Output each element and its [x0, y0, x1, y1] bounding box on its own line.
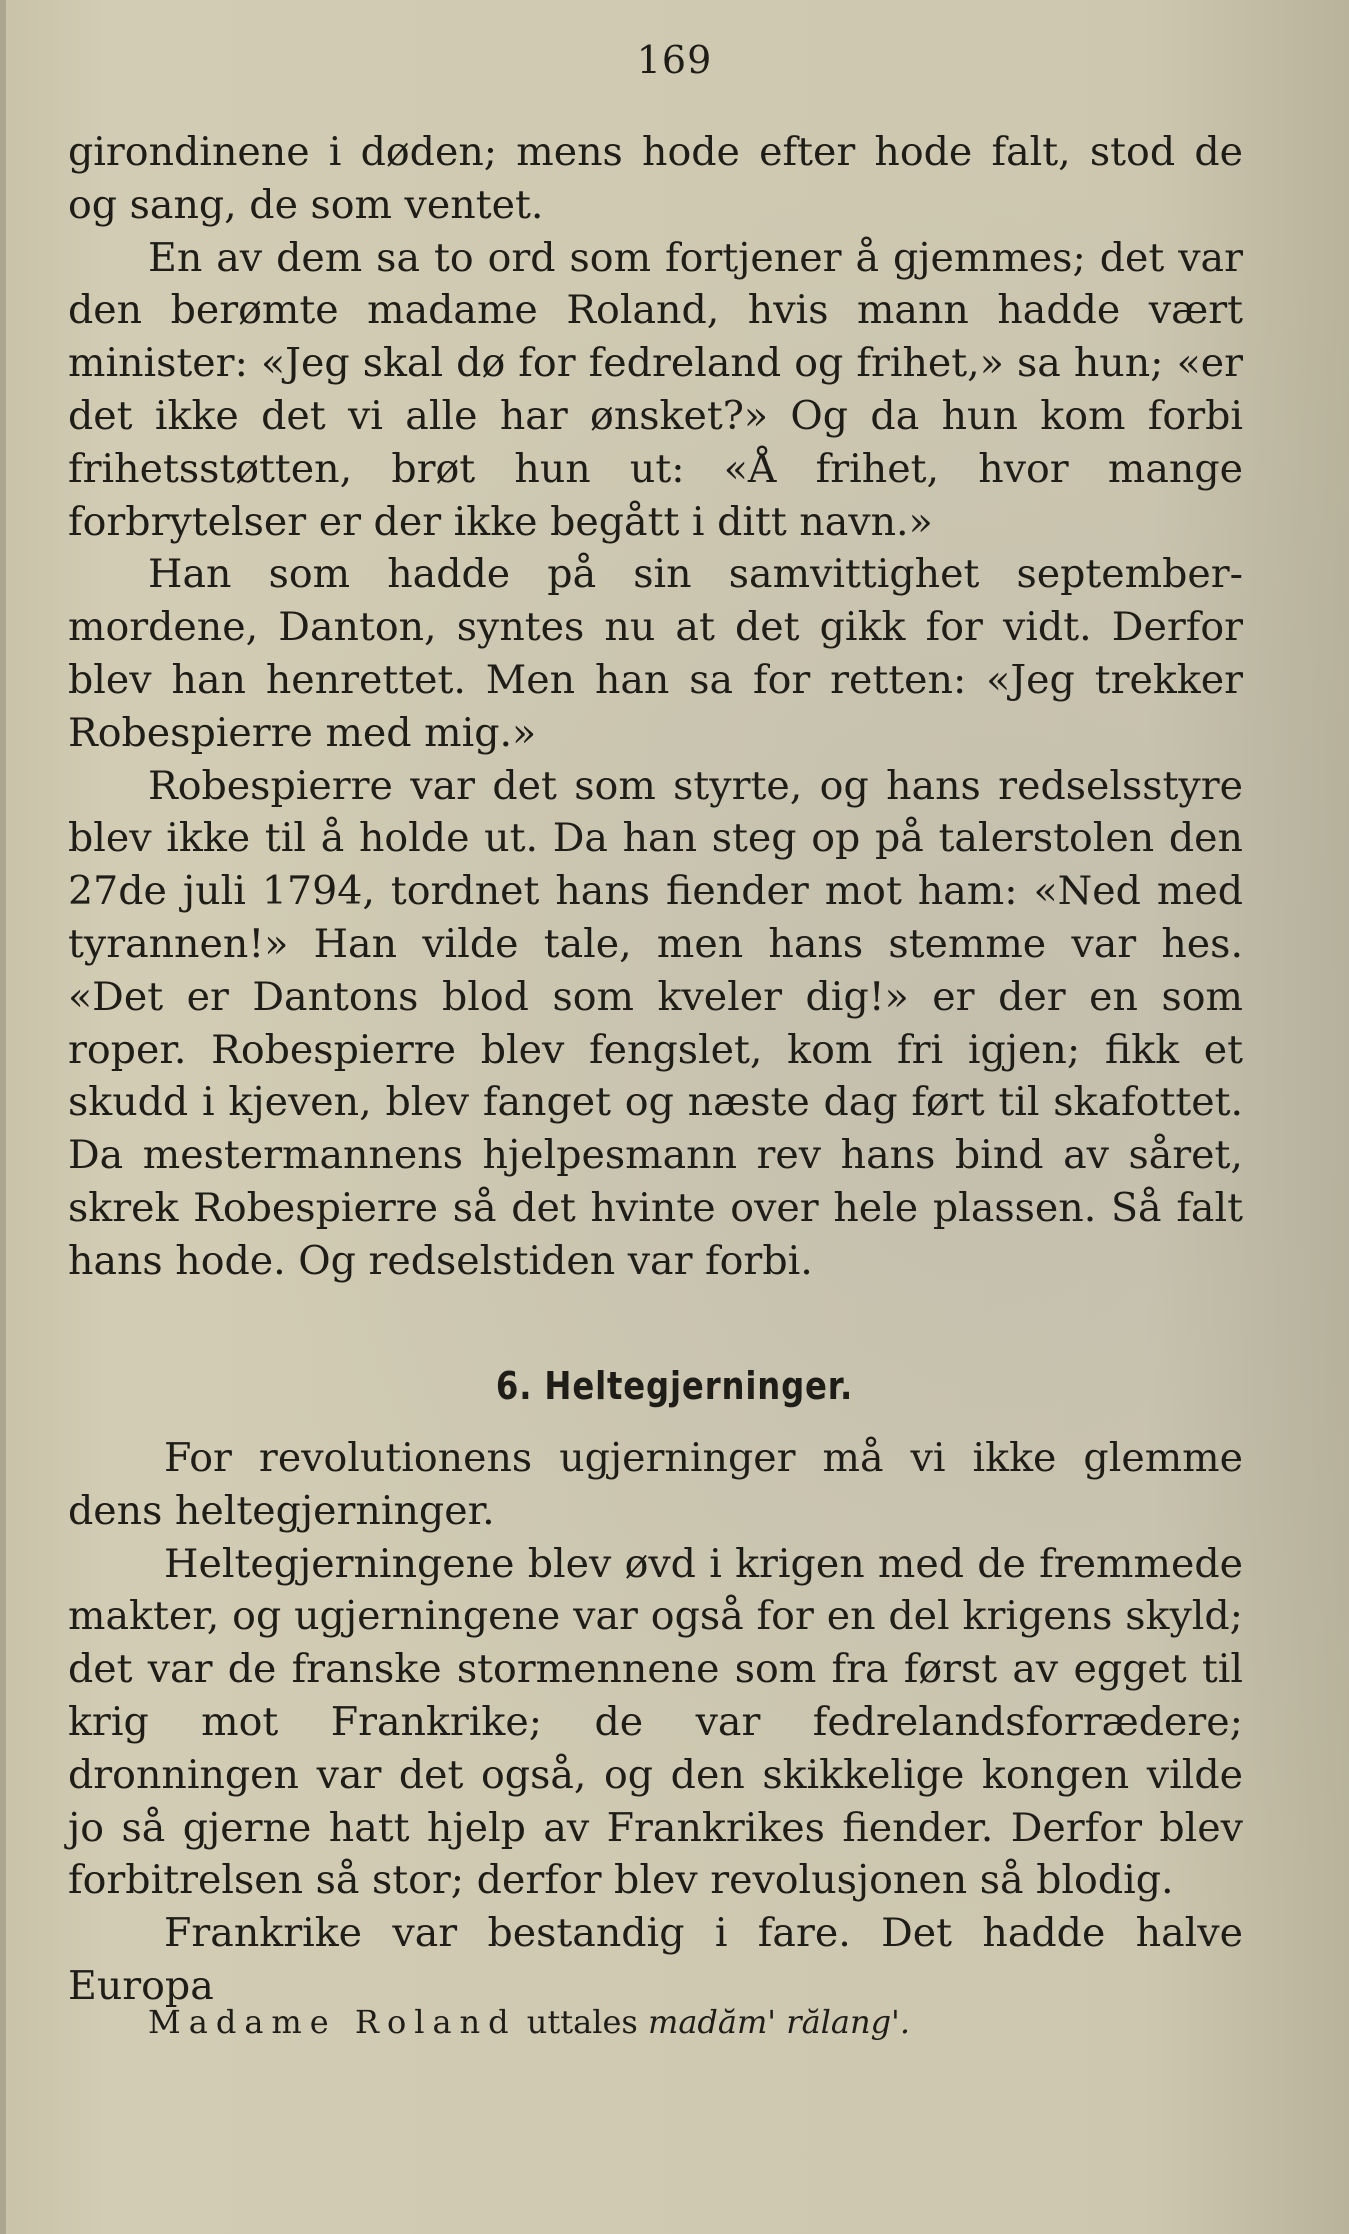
page-edge	[0, 0, 6, 2234]
section-paragraph-france-in-danger: Frankrike var bestandig i fare. Det hadde halve Europa	[68, 1910, 1243, 2009]
footnote-term: Madame Roland	[148, 2003, 517, 2041]
footnote-connector: uttales	[516, 2003, 648, 2041]
body-text	[68, 126, 1243, 1288]
section-paragraph-intro: For revolutionens ugjerninger må vi ikke glemme dens heltegjerninger.	[68, 1435, 1243, 1534]
footnote-pronunciation: madăm' rălang'.	[647, 2003, 911, 2041]
section-text	[68, 1432, 1243, 2013]
paragraph-danton: Han som hadde på sin samvittighet september-mordene, Danton, syntes nu at det gikk for vidt. Derfor blev han henrettet. Men han sa for retten: «Jeg trekker Robespierre med mig.»	[68, 551, 1243, 756]
footnote	[148, 2000, 910, 2044]
section-paragraph-heroic-deeds: Heltegjerningene blev øvd i krigen med de fremmede makter, og ugjerningene var også for en del krigens skyld; det var de franske stormennene som fra først av egget til krig mot Frankrike; de var fedrelandsforrædere; dronningen var det også, og den skikkelige kongen vilde jo så gjerne hatt hjelp av Frankrikes fiender. Derfor blev forbitrelsen så stor; derfor blev revolusjonen så blodig.	[68, 1540, 1243, 1904]
section-heading: 6. Heltegjerninger.	[495, 1364, 854, 1408]
paragraph-robespierre: Robespierre var det som styrte, og hans redselsstyre blev ikke til å holde ut. Da han steg op på talerstolen den 27de juli 1794, tordnet hans fiender mot ham: «Ned med tyrannen!» Han vilde tale, men hans stemme var hes. «Det er Dantons blod som kveler dig!» er der en som roper. Robespierre blev fengslet, kom fri igjen; fikk et skudd i kjeven, blev fanget og næste dag ført til skafottet. Da mestermannens hjelpesmann rev hans bind av såret, skrek Robespierre så det hvinte over hele plassen. Så falt hans hode. Og redselstiden var forbi.	[68, 762, 1243, 1284]
page-number: 169	[636, 38, 713, 82]
paragraph-continuation: girondinene i døden; mens hode efter hode falt, stod de og sang, de som ventet.	[68, 129, 1243, 228]
paragraph-madame-roland: En av dem sa to ord som fortjener å gjemmes; det var den berømte madame Roland, hvis mann hadde vært minister: «Jeg skal dø for fedreland og frihet,» sa hun; «er det ikke det vi alle har ønsket?» Og da hun kom forbi frihetsstøtten, brøt hun ut: «Å frihet, hvor mange forbrytelser er der ikke begått i ditt navn.»	[68, 234, 1243, 545]
